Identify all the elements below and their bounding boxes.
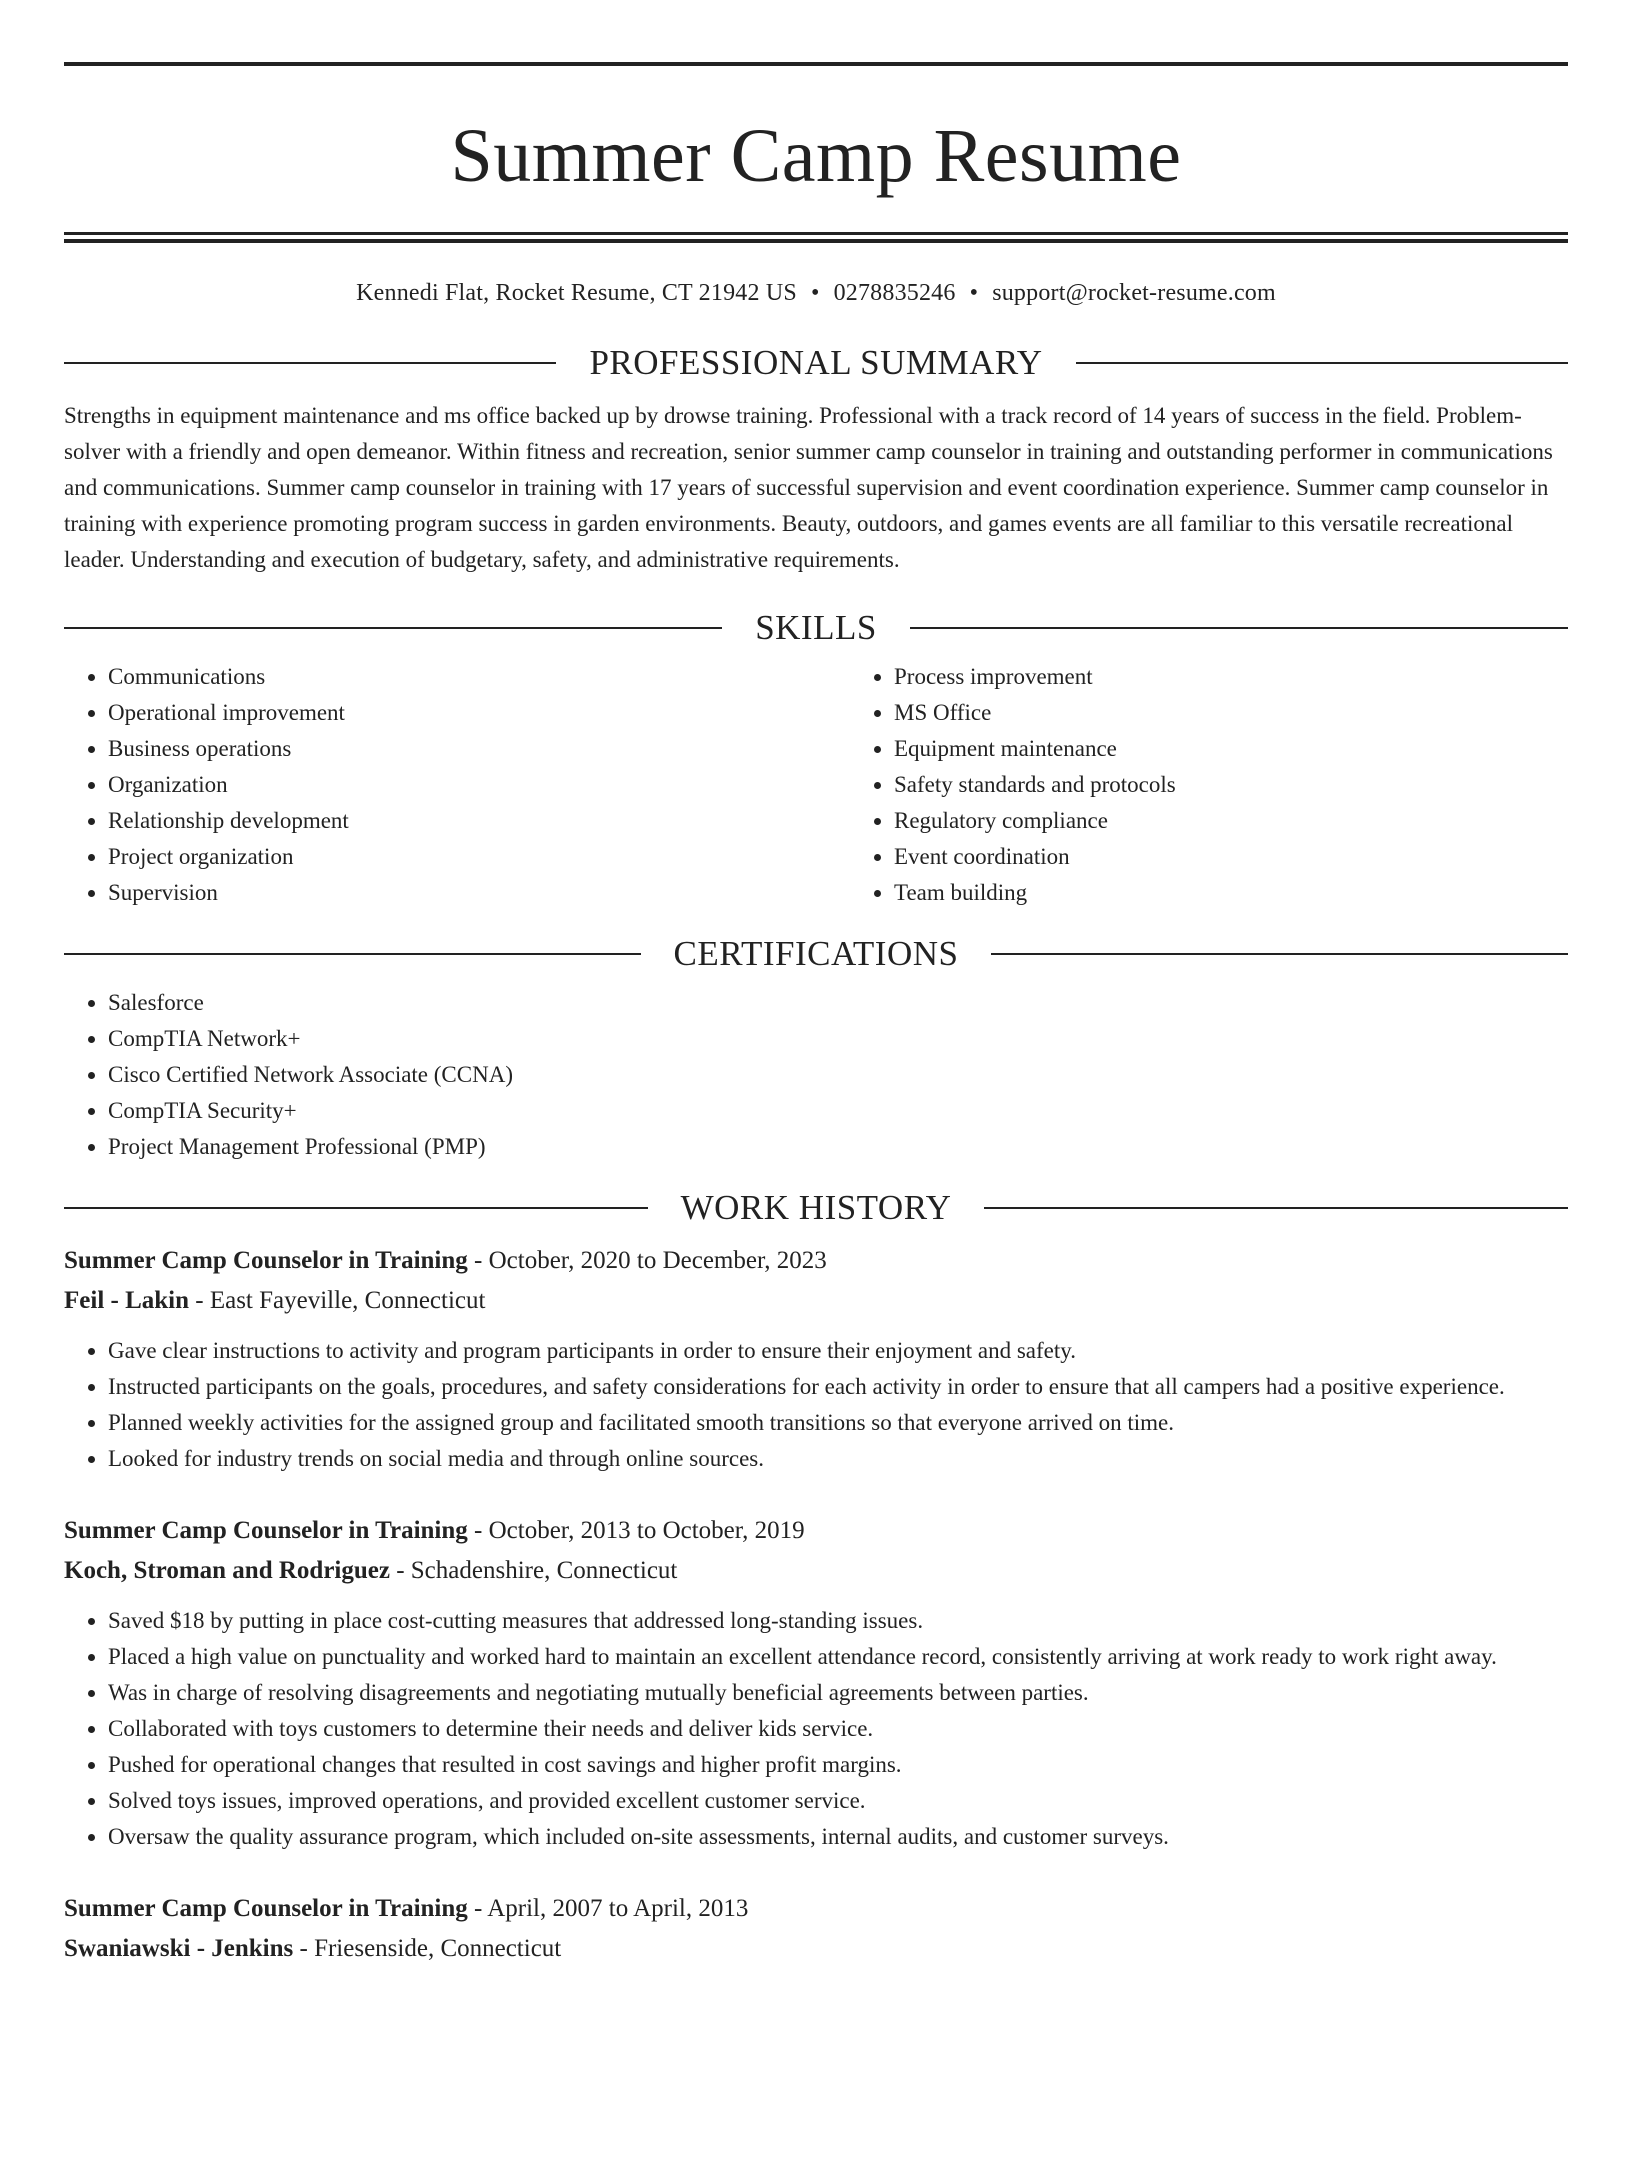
job-duty: • Oversaw the quality assurance program, which included on-site assessments, internal audits, and customer surveys. xyxy=(108,1819,1568,1855)
skill-item: • Supervision xyxy=(108,875,850,911)
job-company: Swaniawski - Jenkins xyxy=(64,1935,294,1962)
job-duties xyxy=(64,1603,1568,1855)
job-location: - Friesenside, Connecticut xyxy=(299,1935,562,1962)
section-title: WORK HISTORY xyxy=(680,1188,952,1227)
skills-grid xyxy=(64,659,1568,911)
divider-line xyxy=(64,1207,648,1209)
skill-item: • Operational improvement xyxy=(108,695,850,731)
work-history-section-heading xyxy=(64,1187,1568,1229)
skill-item: • MS Office xyxy=(894,695,1568,731)
job-company: Feil - Lakin xyxy=(64,1287,190,1314)
resume-title: Summer Camp Resume xyxy=(450,114,1182,198)
job-location: - Schadenshire, Connecticut xyxy=(396,1557,678,1584)
skill-item: • Event coordination xyxy=(894,839,1568,875)
job-company-line xyxy=(64,1281,1568,1321)
contact-email: support@rocket-resume.com xyxy=(992,280,1276,306)
divider-line xyxy=(64,953,641,955)
skill-item: • Business operations xyxy=(108,731,850,767)
skill-item: • Organization xyxy=(108,767,850,803)
skill-item: • Safety standards and protocols xyxy=(894,767,1568,803)
job-duty: • Pushed for operational changes that resulted in cost savings and higher profit margins. xyxy=(108,1747,1568,1783)
skills-section-heading xyxy=(64,607,1568,649)
section-title: CERTIFICATIONS xyxy=(673,934,959,973)
job-dates: - April, 2007 to April, 2013 xyxy=(474,1895,749,1922)
divider-line xyxy=(910,627,1568,629)
job-entry xyxy=(64,1889,1568,1969)
job-title: Summer Camp Counselor in Training xyxy=(64,1895,468,1922)
job-duties xyxy=(64,1333,1568,1477)
skill-item: • Project organization xyxy=(108,839,850,875)
divider-line xyxy=(984,1207,1568,1209)
job-company: Koch, Stroman and Rodriguez xyxy=(64,1557,390,1584)
divider-line xyxy=(64,362,556,364)
contact-separator: • xyxy=(969,280,979,306)
contact-separator: • xyxy=(810,280,820,306)
job-duty: • Saved $18 by putting in place cost-cutting measures that addressed long-standing issues. xyxy=(108,1603,1568,1639)
job-duty: • Planned weekly activities for the assigned group and facilitated smooth transitions so that everyone arrived on time. xyxy=(108,1405,1568,1441)
certification-item: • Cisco Certified Network Associate (CCNA) xyxy=(108,1057,1568,1093)
job-entry xyxy=(64,1511,1568,1855)
job-duty: • Instructed participants on the goals, procedures, and safety considerations for each activity in order to ensure that all campers had a positive experience. xyxy=(108,1369,1568,1405)
contact-line xyxy=(64,278,1568,308)
skill-item: • Communications xyxy=(108,659,850,695)
divider-line xyxy=(64,627,722,629)
job-title: Summer Camp Counselor in Training xyxy=(64,1517,468,1544)
divider-line xyxy=(1076,362,1568,364)
skills-list-right xyxy=(850,659,1568,911)
skills-list-left xyxy=(64,659,850,911)
certification-item: • CompTIA Security+ xyxy=(108,1093,1568,1129)
job-company-line xyxy=(64,1551,1568,1591)
skill-item: • Team building xyxy=(894,875,1568,911)
summary-text: Strengths in equipment maintenance and ms office backed up by drowse training. Professional with a track record of 14 years of success in the field. Problem-solver with a friendly and open demeanor. Within fitness and recreation, senior summer camp counselor in training and outstanding performer in communications and communications. Summer camp counselor in training with 17 years of successful supervision and event coordination experience. Summer camp counselor in training with experience promoting program success in garden environments. Beauty, outdoors, and games events are all familiar to this versatile recreational leader. Understanding and execution of budgetary, safety, and administrative requirements. xyxy=(64,403,1553,572)
job-title-line xyxy=(64,1889,1568,1929)
job-title-line xyxy=(64,1241,1568,1281)
section-title: PROFESSIONAL SUMMARY xyxy=(589,343,1043,382)
certification-item: • Project Management Professional (PMP) xyxy=(108,1129,1568,1165)
certification-item: • Salesforce xyxy=(108,985,1568,1021)
job-duty: • Was in charge of resolving disagreements and negotiating mutually beneficial agreements between parties. xyxy=(108,1675,1568,1711)
skill-item: • Regulatory compliance xyxy=(894,803,1568,839)
section-title: SKILLS xyxy=(755,608,877,647)
summary-section-heading xyxy=(64,342,1568,384)
job-duty: • Gave clear instructions to activity and program participants in order to ensure their enjoyment and safety. xyxy=(108,1333,1568,1369)
skill-item: • Relationship development xyxy=(108,803,850,839)
skill-item: • Process improvement xyxy=(894,659,1568,695)
job-duty: • Collaborated with toys customers to determine their needs and deliver kids service. xyxy=(108,1711,1568,1747)
certification-item: • CompTIA Network+ xyxy=(108,1021,1568,1057)
job-duty: • Placed a high value on punctuality and worked hard to maintain an excellent attendance record, consistently arriving at work ready to work right away. xyxy=(108,1639,1568,1675)
job-location: - East Fayeville, Connecticut xyxy=(195,1287,486,1314)
job-duty: • Solved toys issues, improved operations, and provided excellent customer service. xyxy=(108,1783,1568,1819)
certifications-section-heading xyxy=(64,933,1568,975)
job-title: Summer Camp Counselor in Training xyxy=(64,1247,468,1274)
skill-item: • Equipment maintenance xyxy=(894,731,1568,767)
contact-phone: 0278835246 xyxy=(833,280,956,306)
header-double-rule xyxy=(64,232,1568,243)
divider-line xyxy=(991,953,1568,955)
resume-page xyxy=(0,62,1632,2174)
contact-address: Kennedi Flat, Rocket Resume, CT 21942 US xyxy=(356,280,797,306)
job-company-line xyxy=(64,1929,1568,1969)
job-title-line xyxy=(64,1511,1568,1551)
job-duty: • Looked for industry trends on social media and through online sources. xyxy=(108,1441,1568,1477)
job-dates: - October, 2013 to October, 2019 xyxy=(474,1517,805,1544)
job-dates: - October, 2020 to December, 2023 xyxy=(474,1247,827,1274)
job-entry xyxy=(64,1241,1568,1477)
certifications-list xyxy=(64,985,1568,1165)
